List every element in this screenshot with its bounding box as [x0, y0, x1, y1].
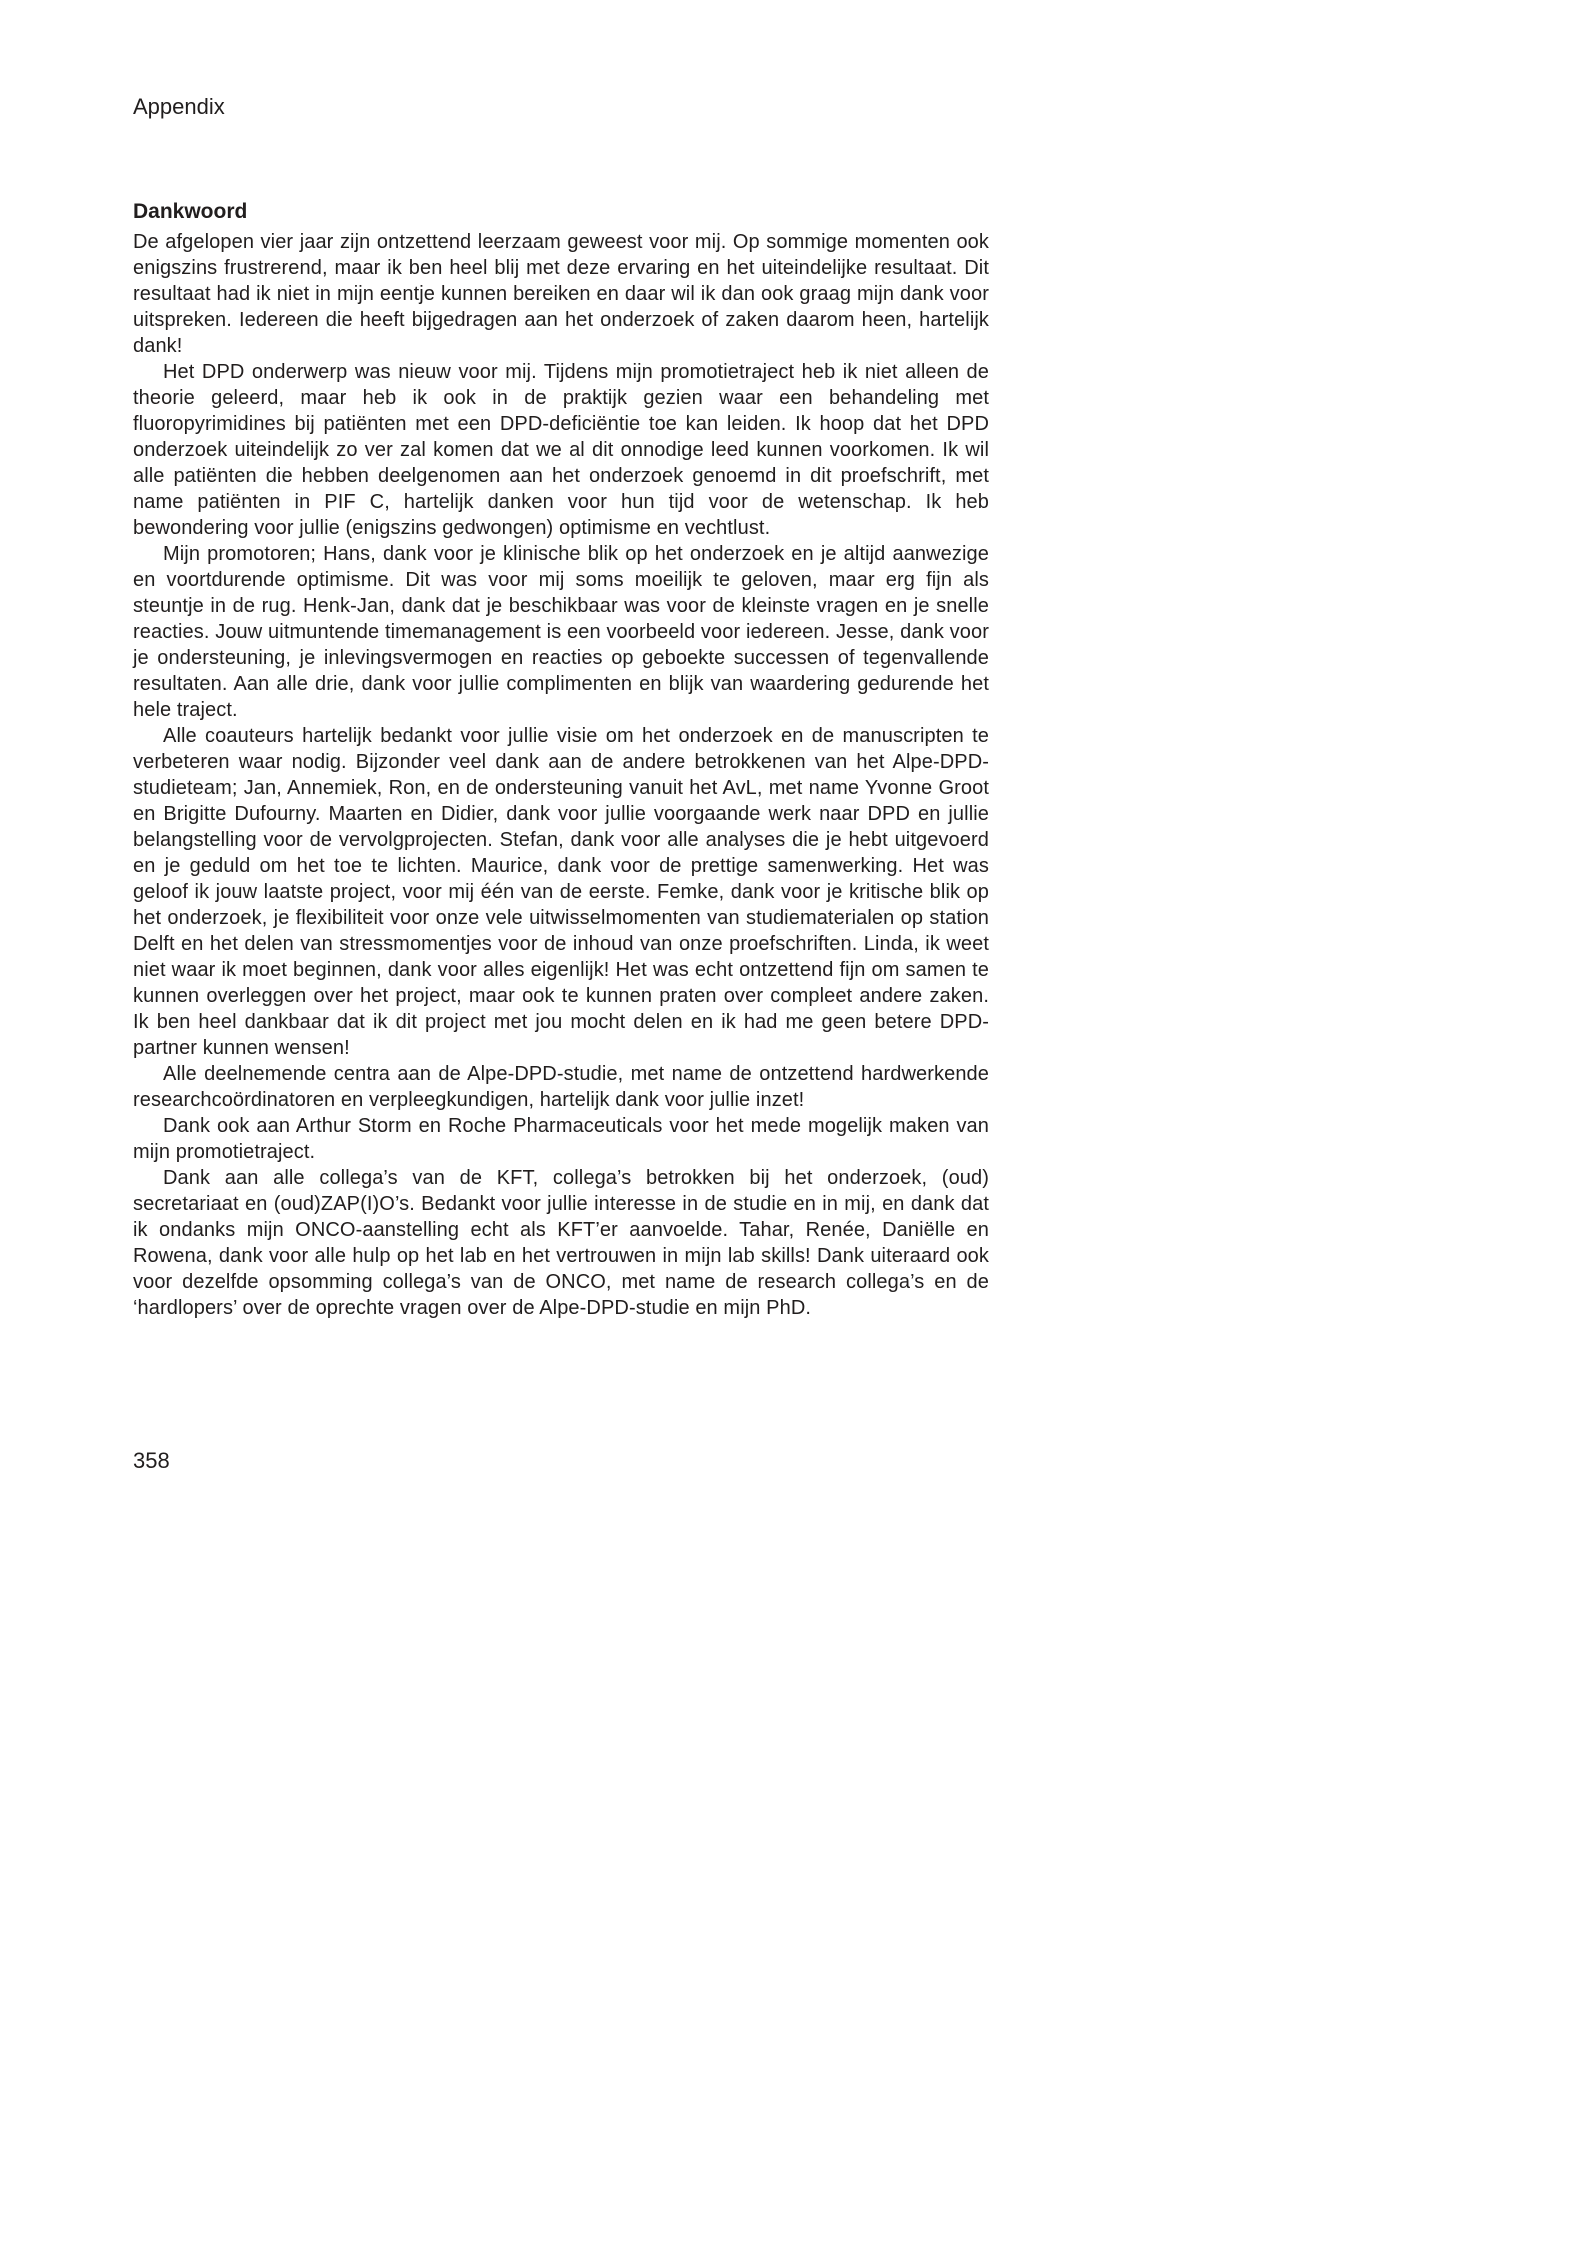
acknowledgements-section — [133, 199, 989, 1321]
section-title: Dankwoord — [133, 200, 248, 223]
paragraph: Dank aan alle collega’s van de KFT, collega’s betrokken bij het onderzoek, (oud) secretariaat en (oud)ZAP(I)O’s. Bedankt voor jullie interesse in de studie en in mij, en dank dat ik ondanks mijn ONCO-aanstelling echt als KFT’er aanvoelde. Tahar, Renée, Daniëlle en Rowena, dank voor alle hulp op het lab en het vertrouwen in mijn lab skills! Dank uiteraard ook voor dezelfde opsomming collega’s van de ONCO, met name de research collega’s en de ‘hardlopers’ over de oprechte vragen over de Alpe-DPD-studie en mijn PhD. — [133, 1167, 989, 1319]
paragraph: Mijn promotoren; Hans, dank voor je klinische blik op het onderzoek en je altijd aanwezige en voortdurende optimisme. Dit was voor mij soms moeilijk te geloven, maar erg fijn als steuntje in de rug. Henk-Jan, dank dat je beschikbaar was voor de kleinste vragen en je snelle reacties. Jouw uitmuntende timemanagement is een voorbeeld voor iedereen. Jesse, dank voor je ondersteuning, je inlevingsvermogen en reacties op geboekte successen of tegenvallende resultaten. Aan alle drie, dank voor jullie complimenten en blijk van waardering gedurende het hele traject. — [133, 543, 989, 721]
page-number: 358 — [133, 1448, 170, 1473]
paragraph: Alle coauteurs hartelijk bedankt voor jullie visie om het onderzoek en de manuscripten te verbeteren waar nodig. Bijzonder veel dank aan de andere betrokkenen van het Alpe-DPD-studieteam; Jan, Annemiek, Ron, en de ondersteuning vanuit het AvL, met name Yvonne Groot en Brigitte Dufourny. Maarten en Didier, dank voor jullie voorgaande werk naar DPD en jullie belangstelling voor de vervolgprojecten. Stefan, dank voor alle analyses die je hebt uitgevoerd en je geduld om het toe te lichten. Maurice, dank voor de prettige samenwerking. Het was geloof ik jouw laatste project, voor mij één van de eerste. Femke, dank voor je kritische blik op het onderzoek, je flexibiliteit voor onze vele uitwisselmomenten van studiematerialen op station Delft en het delen van stressmomentjes voor de inhoud van onze proefschriften. Linda, ik weet niet waar ik moet beginnen, dank voor alles eigenlijk! Het was echt ontzettend fijn om samen te kunnen overleggen over het project, maar ook te kunnen praten over compleet andere zaken. Ik ben heel dankbaar dat ik dit project met jou mocht delen en ik had me geen betere DPD-partner kunnen wensen! — [133, 725, 989, 1059]
paragraph: Dank ook aan Arthur Storm en Roche Pharmaceuticals voor het mede mogelijk maken van mijn promotietraject. — [133, 1115, 989, 1163]
paragraph: Het DPD onderwerp was nieuw voor mij. Tijdens mijn promotietraject heb ik niet alleen de theorie geleerd, maar heb ik ook in de praktijk gezien waar een behandeling met fluoropyrimidines bij patiënten met een DPD-deficiëntie toe kan leiden. Ik hoop dat het DPD onderzoek uiteindelijk zo ver zal komen dat we al dit onnodige leed kunnen voorkomen. Ik wil alle patiënten die hebben deelgenomen aan het onderzoek genoemd in dit proefschrift, met name patiënten in PIF C, hartelijk danken voor hun tijd voor de wetenschap. Ik heb bewondering voor jullie (enigszins gedwongen) optimisme en vechtlust. — [133, 361, 989, 539]
running-header: Appendix — [133, 94, 225, 119]
paragraph: De afgelopen vier jaar zijn ontzettend leerzaam geweest voor mij. Op sommige momenten ook enigszins frustrerend, maar ik ben heel blij met deze ervaring en het uiteindelijke resultaat. Dit resultaat had ik niet in mijn eentje kunnen bereiken en daar wil ik dan ook graag mijn dank voor uitspreken. Iedereen die heeft bijgedragen aan het onderzoek of zaken daarom heen, hartelijk dank! — [133, 231, 989, 357]
paragraphs — [133, 229, 989, 1321]
paragraph: Alle deelnemende centra aan de Alpe-DPD-studie, met name de ontzettend hardwerkende researchcoördinatoren en verpleegkundigen, hartelijk dank voor jullie inzet! — [133, 1063, 989, 1111]
